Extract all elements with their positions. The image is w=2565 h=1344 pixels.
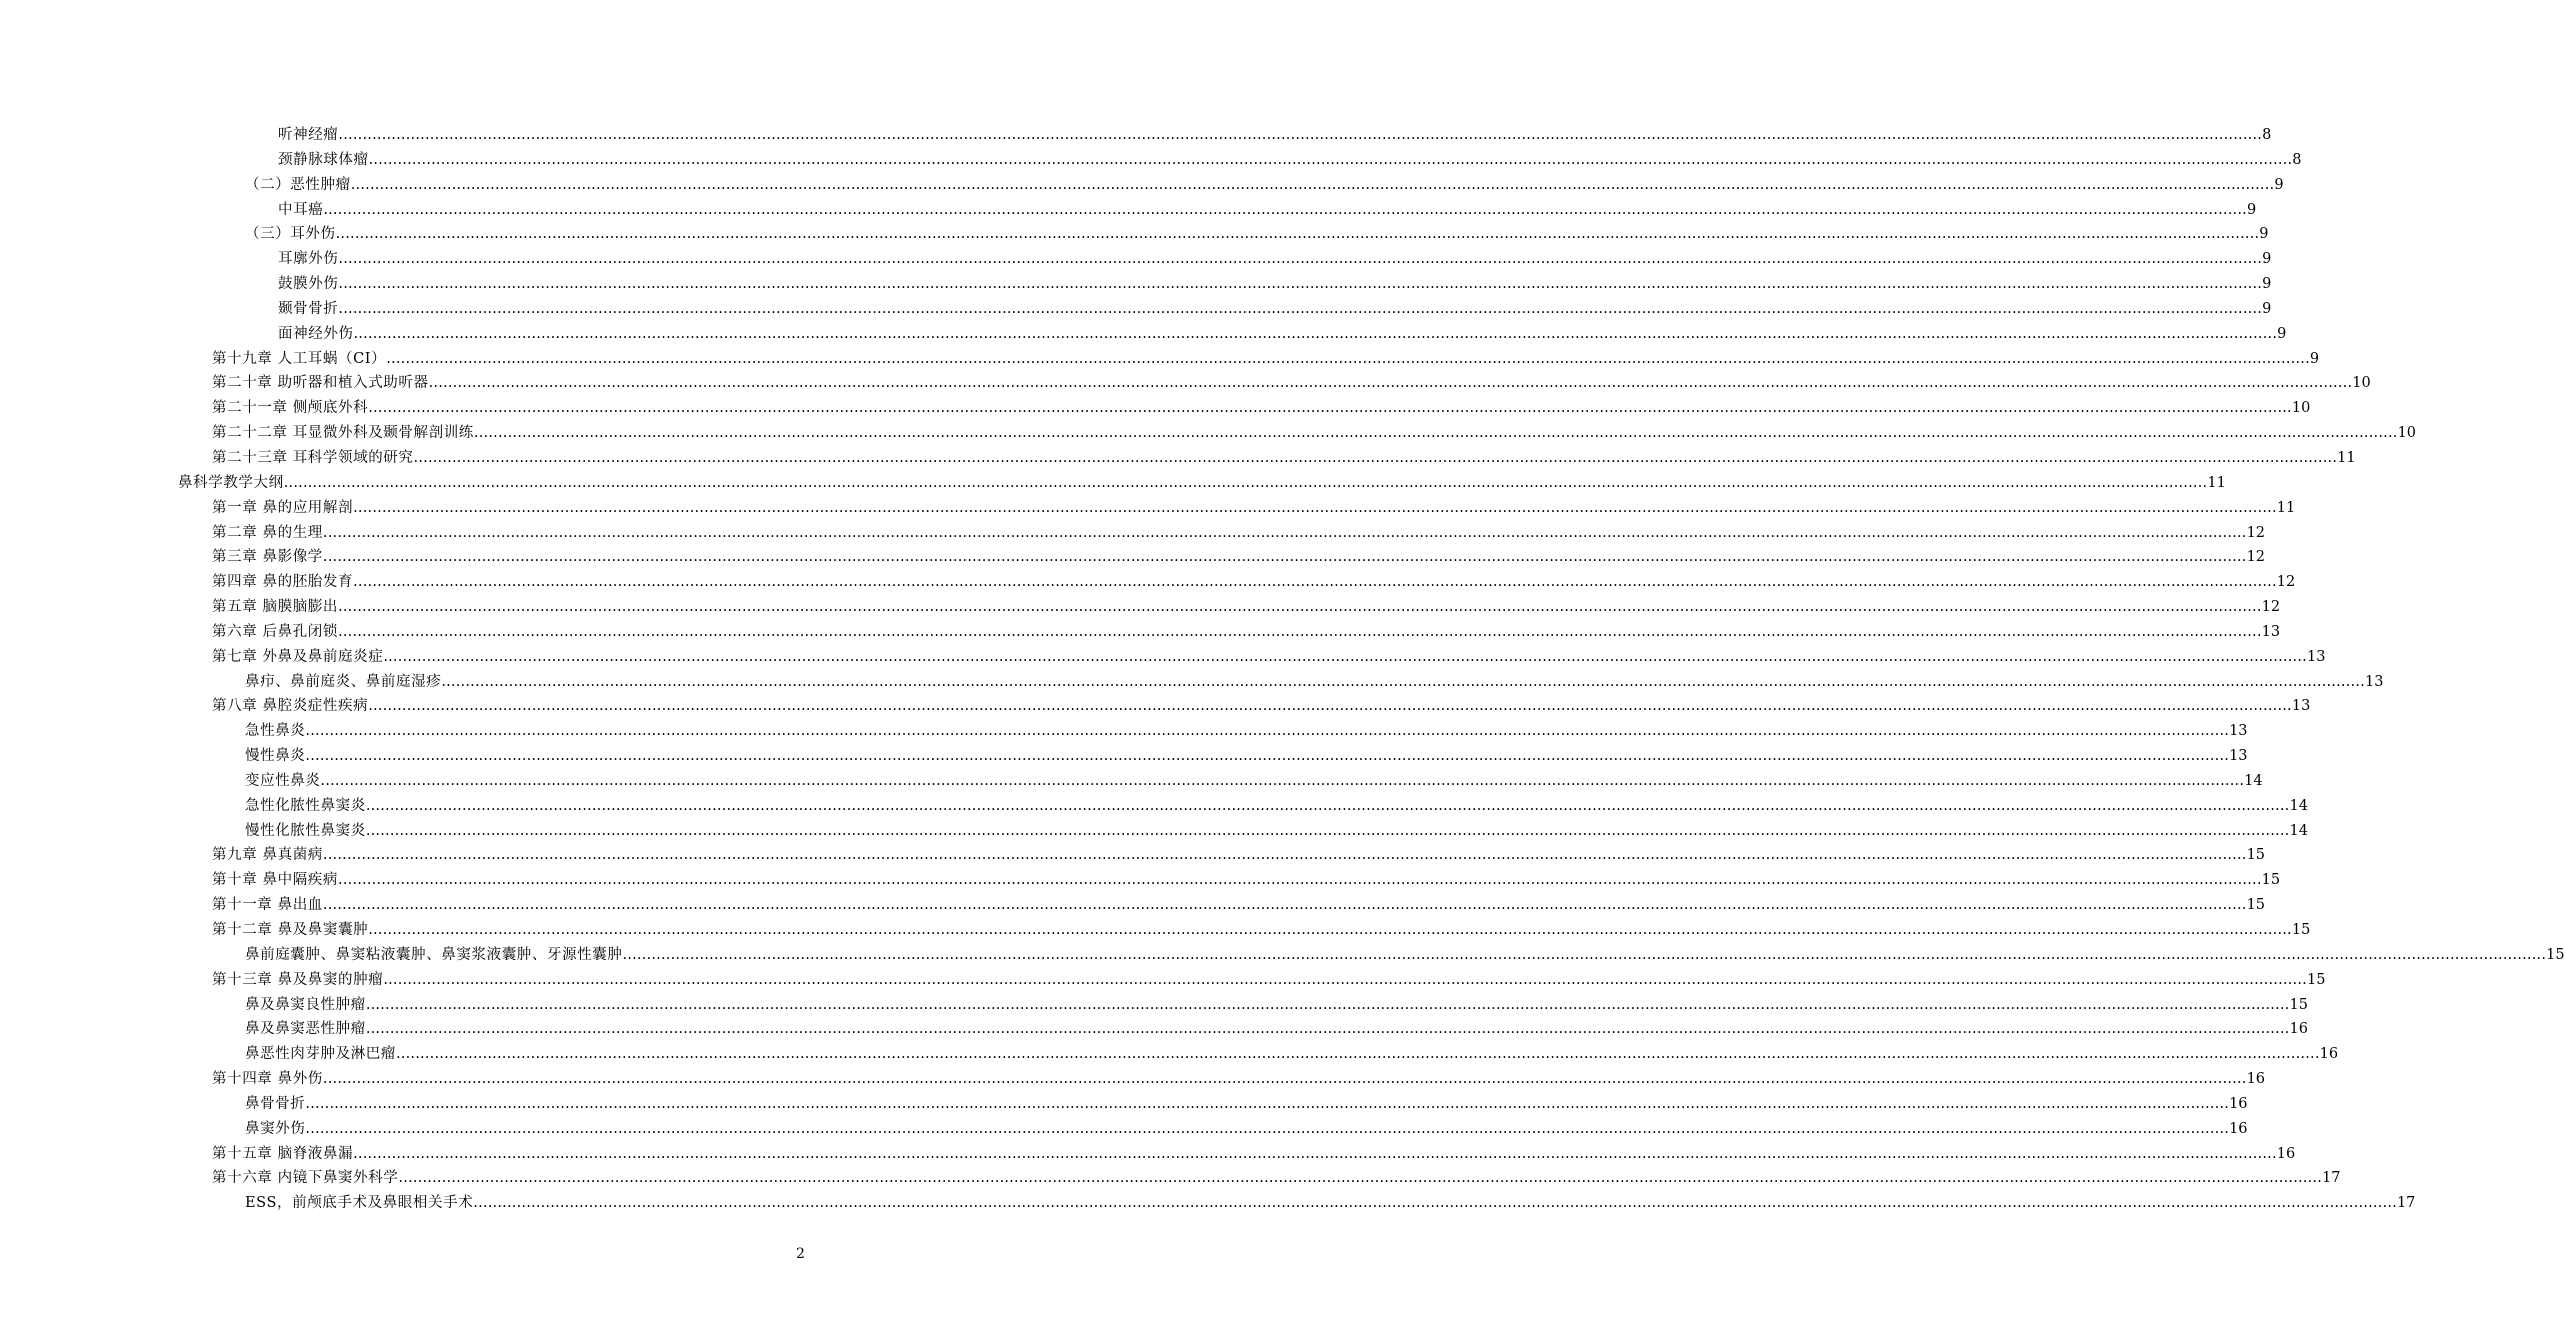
toc-dot-leader: ................................................................................................................................................................................................................................................................................................................................................................................................................ xyxy=(368,698,2292,715)
toc-entry[interactable] xyxy=(0,123,2272,148)
toc-entry-title: 第二十三章 耳科学领域的研究 xyxy=(212,449,414,466)
toc-dot-leader: ................................................................................................................................................................................................................................................................................................................................................................................................................ xyxy=(353,499,2277,516)
toc-entry-page: 9 xyxy=(2277,325,2287,342)
toc-entry[interactable] xyxy=(0,670,2384,695)
toc-entry-title: 鼻及鼻窦恶性肿瘤 xyxy=(245,1021,366,1038)
toc-entry-title: 鼻骨骨折 xyxy=(245,1095,306,1112)
toc-entry-page: 16 xyxy=(2229,1120,2248,1137)
toc-dot-leader: ................................................................................................................................................................................................................................................................................................................................................................................................................ xyxy=(283,474,2208,491)
toc-entry-page: 12 xyxy=(2246,549,2266,566)
toc-entry-page: 15 xyxy=(2291,922,2311,938)
toc-dot-leader: ................................................................................................................................................................................................................................................................................................................................................................................................................ xyxy=(365,1021,2290,1038)
toc-dot-leader: ................................................................................................................................................................................................................................................................................................................................................................................................................ xyxy=(305,723,2230,740)
toc-entry-page: 16 xyxy=(2229,1095,2248,1112)
toc-entry-title: 第八章 鼻腔炎症性疾病 xyxy=(212,698,369,715)
toc-entry-title: 鼓膜外伤 xyxy=(278,276,339,293)
toc-entry[interactable] xyxy=(0,893,2266,918)
toc-dot-leader: ................................................................................................................................................................................................................................................................................................................................................................................................................ xyxy=(365,822,2290,839)
toc-entry[interactable] xyxy=(0,620,2281,645)
toc-entry-title: 第一章 鼻的应用解剖 xyxy=(212,499,354,516)
toc-entry-page: 10 xyxy=(2397,425,2417,442)
toc-entry[interactable] xyxy=(0,1067,2266,1092)
toc-dot-leader: ................................................................................................................................................................................................................................................................................................................................................................................................................ xyxy=(335,226,2260,243)
toc-entry-page: 15 xyxy=(2246,897,2266,914)
toc-entry-title: 第十五章 脑脊液鼻漏 xyxy=(212,1145,354,1162)
toc-entry[interactable] xyxy=(0,421,2417,446)
toc-dot-leader: ................................................................................................................................................................................................................................................................................................................................................................................................................ xyxy=(365,797,2290,814)
toc-entry[interactable] xyxy=(0,545,2266,570)
toc-entry[interactable] xyxy=(0,198,2257,223)
toc-dot-leader: ................................................................................................................................................................................................................................................................................................................................................................................................................ xyxy=(305,748,2230,765)
toc-entry-title: 第三章 鼻影像学 xyxy=(212,549,323,566)
toc-entry-page: 16 xyxy=(2246,1071,2266,1088)
toc-entry-page: 13 xyxy=(2229,748,2248,765)
toc-entry-page: 12 xyxy=(2276,574,2296,591)
toc-entry-page: 13 xyxy=(2291,698,2311,715)
toc-entry-page: 8 xyxy=(2262,127,2272,143)
toc-entry[interactable] xyxy=(0,496,2296,521)
toc-entry-title: 第五章 脑膜脑膨出 xyxy=(212,599,339,616)
toc-entry-title: 急性鼻炎 xyxy=(245,723,306,740)
toc-dot-leader: ................................................................................................................................................................................................................................................................................................................................................................................................................ xyxy=(322,524,2247,541)
toc-entry-page: 14 xyxy=(2244,772,2263,789)
toc-dot-leader: ................................................................................................................................................................................................................................................................................................................................................................................................................ xyxy=(473,425,2398,442)
toc-entry-page: 10 xyxy=(2352,375,2371,392)
toc-entry-title: ESS，前颅底手术及鼻眼相关手术 xyxy=(245,1195,474,1212)
toc-entry-title: 第七章 外鼻及鼻前庭炎症 xyxy=(212,648,384,665)
toc-entry-page: 13 xyxy=(2306,648,2326,665)
toc-entry[interactable] xyxy=(0,371,2371,396)
toc-entry-page: 13 xyxy=(2261,623,2281,640)
toc-entry-page: 15 xyxy=(2246,847,2266,864)
toc-entry-page: 15 xyxy=(2546,946,2565,963)
toc-entry-title: 鼻窦外伤 xyxy=(245,1120,306,1137)
toc-entry[interactable] xyxy=(0,794,2308,819)
toc-entry[interactable] xyxy=(0,968,2326,993)
toc-dot-leader: ................................................................................................................................................................................................................................................................................................................................................................................................................ xyxy=(368,922,2292,938)
toc-dot-leader: ................................................................................................................................................................................................................................................................................................................................................................................................................ xyxy=(383,971,2307,988)
toc-dot-leader: ................................................................................................................................................................................................................................................................................................................................................................................................................ xyxy=(353,325,2278,342)
toc-dot-leader: ................................................................................................................................................................................................................................................................................................................................................................................................................ xyxy=(353,1145,2277,1162)
toc-entry-title: 变应性鼻炎 xyxy=(245,772,321,789)
toc-entry-title: 耳廓外伤 xyxy=(278,251,339,268)
toc-entry[interactable] xyxy=(0,595,2281,620)
toc-entry[interactable] xyxy=(0,744,2248,769)
toc-entry-page: 17 xyxy=(2396,1195,2416,1212)
toc-entry[interactable] xyxy=(0,322,2287,347)
toc-entry[interactable] xyxy=(0,272,2272,297)
toc-entry-page: 9 xyxy=(2262,276,2272,293)
toc-dot-leader: ................................................................................................................................................................................................................................................................................................................................................................................................................ xyxy=(368,400,2292,417)
toc-entry[interactable] xyxy=(0,297,2272,322)
toc-entry-page: 12 xyxy=(2246,524,2266,541)
toc-entry[interactable] xyxy=(0,719,2248,744)
toc-entry-page: 15 xyxy=(2306,971,2326,988)
toc-dot-leader: ................................................................................................................................................................................................................................................................................................................................................................................................................ xyxy=(320,772,2245,789)
toc-dot-leader: ................................................................................................................................................................................................................................................................................................................................................................................................................ xyxy=(305,1095,2230,1112)
toc-entry-title: 面神经外伤 xyxy=(278,325,354,342)
toc-dot-leader: ................................................................................................................................................................................................................................................................................................................................................................................................................ xyxy=(365,996,2290,1013)
toc-dot-leader: ................................................................................................................................................................................................................................................................................................................................................................................................................ xyxy=(338,872,2262,889)
toc-entry-title: 第十二章 鼻及鼻窦囊肿 xyxy=(212,922,369,938)
toc-entry[interactable] xyxy=(0,769,2263,794)
toc-entry[interactable] xyxy=(0,843,2266,868)
toc-entry-page: 15 xyxy=(2289,996,2308,1013)
toc-dot-leader: ................................................................................................................................................................................................................................................................................................................................................................................................................ xyxy=(322,1071,2247,1088)
toc-entry-title: 鼻疖、鼻前庭炎、鼻前庭湿疹 xyxy=(245,673,442,690)
toc-entry[interactable] xyxy=(0,222,2269,247)
toc-entry-title: 颞骨骨折 xyxy=(278,300,339,317)
toc-dot-leader: ................................................................................................................................................................................................................................................................................................................................................................................................................ xyxy=(322,549,2247,566)
toc-entry[interactable] xyxy=(0,645,2326,670)
toc-entry[interactable] xyxy=(0,173,2284,198)
toc-entry-title: 第十六章 内镜下鼻窦外科学 xyxy=(212,1170,399,1187)
toc-dot-leader: ................................................................................................................................................................................................................................................................................................................................................................................................................ xyxy=(413,449,2338,466)
toc-dot-leader: ................................................................................................................................................................................................................................................................................................................................................................................................................ xyxy=(305,1120,2230,1137)
toc-entry-page: 9 xyxy=(2262,300,2272,317)
toc-entry-page: 9 xyxy=(2309,350,2320,367)
toc-entry[interactable] xyxy=(0,347,2320,372)
toc-entry[interactable] xyxy=(0,918,2311,943)
toc-dot-leader: ................................................................................................................................................................................................................................................................................................................................................................................................................ xyxy=(396,1046,2320,1063)
toc-entry-page: 14 xyxy=(2289,822,2308,839)
toc-entry-page: 11 xyxy=(2207,474,2226,491)
toc-entry-title: 第四章 鼻的胚胎发育 xyxy=(212,574,354,591)
toc-entry-title: 第十九章 人工耳蜗（CI） xyxy=(212,350,387,367)
toc-entry-title: 鼻恶性肉芽肿及淋巴瘤 xyxy=(245,1046,396,1063)
toc-entry-page: 13 xyxy=(2364,673,2384,690)
toc-entry-title: 急性化脓性鼻窦炎 xyxy=(245,797,366,814)
toc-entry[interactable] xyxy=(0,1092,2248,1117)
toc-entry-title: （三）耳外伤 xyxy=(245,226,336,243)
toc-entry[interactable] xyxy=(0,1166,2341,1191)
toc-entry-page: 10 xyxy=(2291,400,2311,417)
toc-entry-page: 11 xyxy=(2337,449,2356,466)
toc-dot-leader: ................................................................................................................................................................................................................................................................................................................................................................................................................ xyxy=(322,847,2247,864)
toc-entry[interactable] xyxy=(0,1117,2248,1142)
toc-dot-leader: ................................................................................................................................................................................................................................................................................................................................................................................................................ xyxy=(428,375,2353,392)
toc-entry-title: 听神经瘤 xyxy=(278,127,339,143)
toc-entry-title: 第九章 鼻真菌病 xyxy=(212,847,323,864)
toc-dot-leader: ................................................................................................................................................................................................................................................................................................................................................................................................................ xyxy=(398,1170,2323,1187)
toc-entry[interactable] xyxy=(0,993,2308,1018)
toc-entry-page: 8 xyxy=(2292,151,2302,168)
page-number: 2 xyxy=(796,1246,805,1262)
toc-entry-page: 16 xyxy=(2319,1046,2339,1063)
toc-entry-page: 9 xyxy=(2262,251,2272,268)
toc-entry-page: 16 xyxy=(2276,1145,2296,1162)
toc-entry[interactable] xyxy=(0,148,2302,173)
toc-entry-page: 13 xyxy=(2229,723,2248,740)
toc-entry-page: 11 xyxy=(2276,499,2296,516)
toc-dot-leader: ................................................................................................................................................................................................................................................................................................................................................................................................................ xyxy=(441,673,2365,690)
toc-entry-title: 慢性化脓性鼻窦炎 xyxy=(245,822,366,839)
toc-dot-leader: ................................................................................................................................................................................................................................................................................................................................................................................................................ xyxy=(338,251,2263,268)
toc-entry[interactable] xyxy=(0,247,2272,272)
toc-dot-leader: ................................................................................................................................................................................................................................................................................................................................................................................................................ xyxy=(368,151,2293,168)
toc-entry-page: 9 xyxy=(2259,226,2269,243)
toc-entry[interactable] xyxy=(0,943,2565,968)
toc-entry[interactable] xyxy=(0,570,2296,595)
toc-entry[interactable] xyxy=(0,1042,2339,1067)
toc-entry-page: 16 xyxy=(2289,1021,2308,1038)
table-of-contents xyxy=(0,123,2565,1216)
toc-entry-title: 鼻前庭囊肿、鼻窦粘液囊肿、鼻窦浆液囊肿、牙源性囊肿 xyxy=(245,946,623,963)
toc-entry-title: 第六章 后鼻孔闭锁 xyxy=(212,623,339,640)
toc-entry-page: 9 xyxy=(2274,176,2284,193)
toc-entry-title: 第十章 鼻中隔疾病 xyxy=(212,872,339,889)
toc-dot-leader: ................................................................................................................................................................................................................................................................................................................................................................................................................ xyxy=(338,599,2262,616)
toc-entry[interactable] xyxy=(0,1142,2296,1167)
toc-dot-leader: ................................................................................................................................................................................................................................................................................................................................................................................................................ xyxy=(338,623,2262,640)
toc-dot-leader: ................................................................................................................................................................................................................................................................................................................................................................................................................ xyxy=(622,946,2547,963)
toc-entry-page: 15 xyxy=(2261,872,2281,889)
toc-entry-title: 鼻科学教学大纲 xyxy=(178,474,284,491)
toc-dot-leader: ................................................................................................................................................................................................................................................................................................................................................................................................................ xyxy=(338,300,2263,317)
toc-entry-title: 颈静脉球体瘤 xyxy=(278,151,369,168)
toc-entry[interactable] xyxy=(0,1017,2308,1042)
toc-entry-title: 中耳癌 xyxy=(278,201,324,218)
toc-entry[interactable] xyxy=(0,521,2266,546)
toc-dot-leader: ................................................................................................................................................................................................................................................................................................................................................................................................................ xyxy=(383,648,2307,665)
toc-entry-title: 第二十一章 侧颅底外科 xyxy=(212,400,369,417)
toc-entry-page: 12 xyxy=(2261,599,2281,616)
toc-entry-title: （二）恶性肿瘤 xyxy=(245,176,351,193)
toc-entry[interactable] xyxy=(0,694,2311,719)
toc-entry-title: 鼻及鼻窦良性肿瘤 xyxy=(245,996,366,1013)
toc-dot-leader: ................................................................................................................................................................................................................................................................................................................................................................................................................ xyxy=(350,176,2275,193)
toc-entry-page: 17 xyxy=(2322,1170,2341,1187)
toc-dot-leader: ................................................................................................................................................................................................................................................................................................................................................................................................................ xyxy=(473,1195,2397,1212)
toc-entry-page: 14 xyxy=(2289,797,2308,814)
toc-entry[interactable] xyxy=(0,446,2356,471)
toc-entry[interactable] xyxy=(0,396,2311,421)
toc-entry-title: 慢性鼻炎 xyxy=(245,748,306,765)
toc-dot-leader: ................................................................................................................................................................................................................................................................................................................................................................................................................ xyxy=(386,350,2310,367)
toc-dot-leader: ................................................................................................................................................................................................................................................................................................................................................................................................................ xyxy=(338,127,2263,143)
toc-entry[interactable] xyxy=(0,1191,2416,1216)
toc-entry-page: 9 xyxy=(2246,201,2257,218)
toc-entry-title: 第十四章 鼻外伤 xyxy=(212,1071,323,1088)
toc-entry-title: 第二章 鼻的生理 xyxy=(212,524,323,541)
toc-entry-title: 第十一章 鼻出血 xyxy=(212,897,323,914)
toc-entry-title: 第二十章 助听器和植入式助听器 xyxy=(212,375,429,392)
toc-entry[interactable] xyxy=(0,819,2308,844)
toc-dot-leader: ................................................................................................................................................................................................................................................................................................................................................................................................................ xyxy=(322,897,2247,914)
toc-dot-leader: ................................................................................................................................................................................................................................................................................................................................................................................................................ xyxy=(338,276,2263,293)
toc-entry-title: 第十三章 鼻及鼻窦的肿瘤 xyxy=(212,971,384,988)
toc-dot-leader: ................................................................................................................................................................................................................................................................................................................................................................................................................ xyxy=(353,574,2277,591)
toc-dot-leader: ................................................................................................................................................................................................................................................................................................................................................................................................................ xyxy=(323,201,2247,218)
toc-entry[interactable] xyxy=(0,868,2281,893)
toc-entry-title: 第二十二章 耳显微外科及颞骨解剖训练 xyxy=(212,425,474,442)
toc-entry[interactable] xyxy=(0,471,2226,496)
